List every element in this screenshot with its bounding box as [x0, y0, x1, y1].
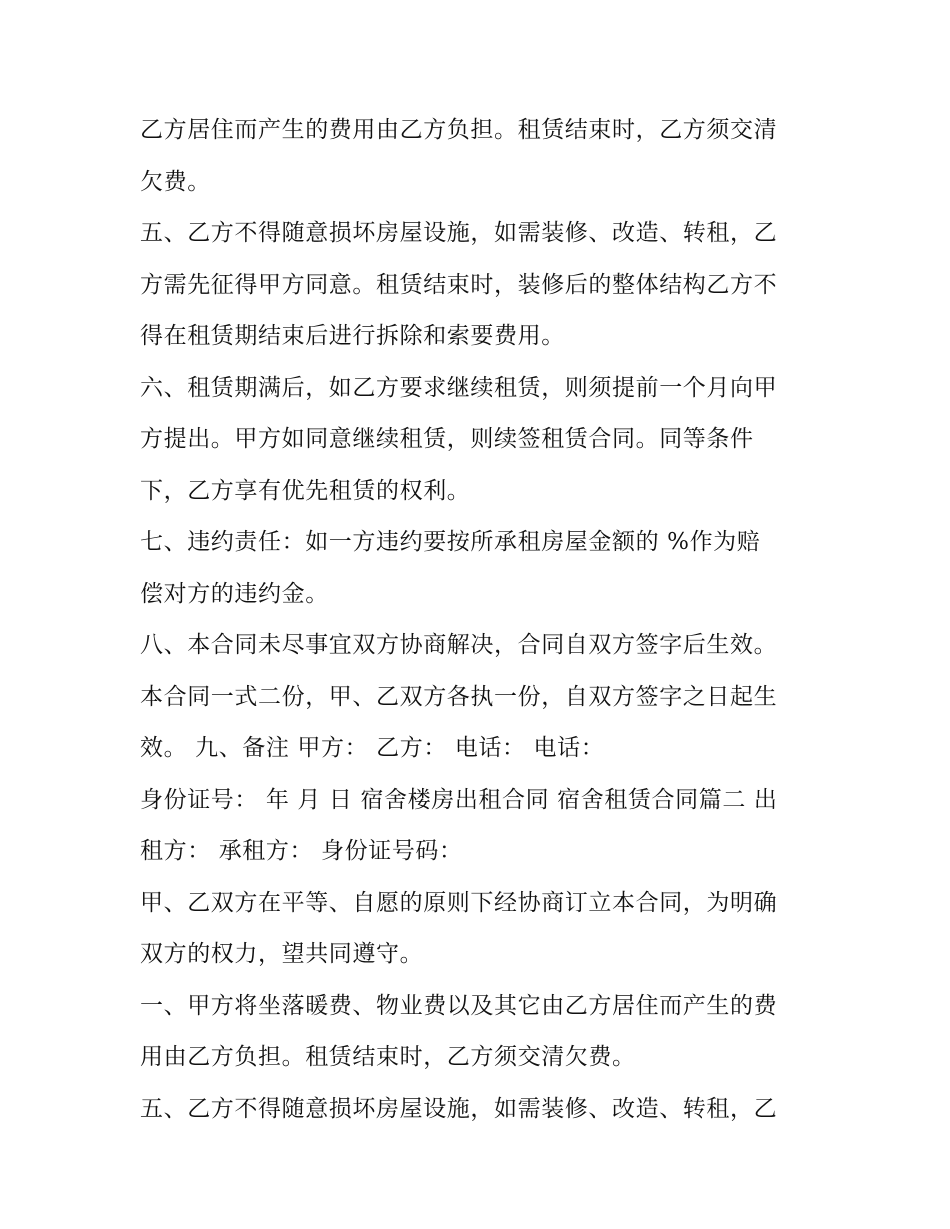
text-line: 身份证号： 年 月 日 宿舍楼房出租合同 宿舍租赁合同篇二 出 — [140, 786, 778, 813]
text-line: 双方的权力，望共同遵守。 — [140, 941, 424, 967]
text-line: 甲、乙双方在平等、自愿的原则下经协商订立本合同，为明确 — [140, 889, 778, 916]
text-line: 一、甲方将坐落暖费、物业费以及其它由乙方居住而产生的费 — [140, 992, 778, 1019]
text-line: 本合同一式二份，甲、乙双方各执一份，自双方签字之日起生 — [140, 683, 778, 710]
document-body — [140, 105, 820, 1135]
text-line: 用由乙方负担。租赁结束时，乙方须交清欠费。 — [140, 1044, 636, 1070]
text-line: 租方： 承租方： 身份证号码： — [140, 838, 463, 864]
text-line: 乙方居住而产生的费用由乙方负担。租赁结束时，乙方须交清 — [140, 117, 778, 143]
text-line: 五、乙方不得随意损坏房屋设施，如需装修、改造、转租，乙 — [140, 220, 778, 246]
text-line: 五、乙方不得随意损坏房屋设施，如需装修、改造、转租，乙 — [140, 1095, 778, 1122]
text-line: 下，乙方享有优先租赁的权利。 — [140, 477, 471, 504]
text-line: 方提出。甲方如同意继续租赁，则续签租赁合同。同等条件 — [140, 426, 754, 452]
text-line: 得在租赁期结束后进行拆除和索要费用。 — [140, 323, 565, 349]
text-line: 效。 九、备注 甲方： 乙方： 电话： 电话： — [140, 735, 605, 761]
text-line: 偿对方的违约金。 — [140, 580, 329, 607]
text-line: 七、违约责任：如一方违约要按所承租房屋金额的 %作为赔 — [140, 529, 761, 555]
text-line: 八、本合同未尽事宜双方协商解决，合同自双方签字后生效。 — [140, 632, 778, 658]
text-line: 方需先征得甲方同意。租赁结束时，装修后的整体结构乙方不 — [140, 271, 778, 298]
text-line: 欠费。 — [140, 168, 211, 195]
text-line: 六、租赁期满后，如乙方要求继续租赁，则须提前一个月向甲 — [140, 374, 778, 401]
